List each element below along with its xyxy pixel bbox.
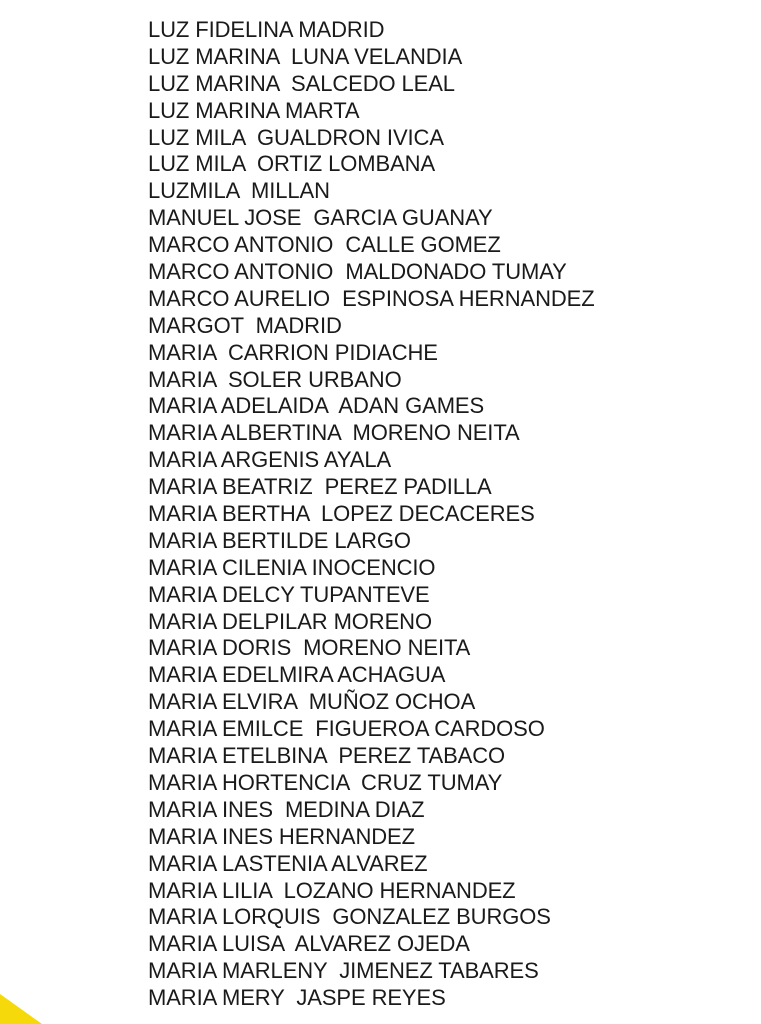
name-list-item: MARIA LORQUIS GONZALEZ BURGOS <box>148 904 551 930</box>
name-list-item: LUZ MILA GUALDRON IVICA <box>148 124 444 150</box>
name-list-item: MARIA EDELMIRA ACHAGUA <box>148 662 446 688</box>
name-list-item: MARIA ARGENIS AYALA <box>148 447 392 473</box>
name-list-item: MARIA MARLENY JIMENEZ TABARES <box>148 958 539 984</box>
name-list-item: MARIA CARRION PIDIACHE <box>148 339 438 365</box>
name-list-item: MARIA DORIS MORENO NEITA <box>148 635 471 661</box>
name-list-item: MARIA ALBERTINA MORENO NEITA <box>148 420 520 446</box>
name-list <box>148 17 595 1012</box>
name-list-item: MARIA INES HERNANDEZ <box>148 823 415 849</box>
name-list-item: MARGOT MADRID <box>148 312 342 338</box>
name-list-item: MARIA LILIA LOZANO HERNANDEZ <box>148 877 516 903</box>
name-list-item: MARIA DELCY TUPANTEVE <box>148 581 430 607</box>
name-list-item: MARIA SOLER URBANO <box>148 366 402 392</box>
corner-triangle-mark <box>0 990 42 1024</box>
name-list-item: LUZMILA MILLAN <box>148 178 330 204</box>
name-list-item: MARIA ELVIRA MUÑOZ OCHOA <box>148 689 476 715</box>
name-list-item: MARIA BERTILDE LARGO <box>148 527 411 553</box>
name-list-item: MARIA EMILCE FIGUEROA CARDOSO <box>148 716 545 742</box>
name-list-item: MARIA CILENIA INOCENCIO <box>148 554 436 580</box>
name-list-item: LUZ MARINA LUNA VELANDIA <box>148 43 463 69</box>
name-list-item: MARIA ETELBINA PEREZ TABACO <box>148 743 506 769</box>
name-list-item: MARIA LASTENIA ALVAREZ <box>148 850 428 876</box>
name-list-item: LUZ FIDELINA MADRID <box>148 17 385 42</box>
name-list-item: MANUEL JOSE GARCIA GUANAY <box>148 205 493 231</box>
name-list-item: LUZ MILA ORTIZ LOMBANA <box>148 151 436 177</box>
name-list-item: MARCO ANTONIO CALLE GOMEZ <box>148 232 501 258</box>
name-list-item: MARCO ANTONIO MALDONADO TUMAY <box>148 259 567 285</box>
name-list-item: MARIA HORTENCIA CRUZ TUMAY <box>148 769 503 795</box>
name-list-item: MARIA MERY JASPE REYES <box>148 985 446 1011</box>
name-list-item: MARIA LUISA ALVAREZ OJEDA <box>148 931 470 957</box>
name-list-item: MARIA INES MEDINA DIAZ <box>148 796 425 822</box>
name-list-item: LUZ MARINA MARTA <box>148 97 360 123</box>
name-list-item: LUZ MARINA SALCEDO LEAL <box>148 70 455 96</box>
name-list-item: MARIA BERTHA LOPEZ DECACERES <box>148 501 535 527</box>
name-list-item: MARIA ADELAIDA ADAN GAMES <box>148 393 485 419</box>
name-list-item: MARIA BEATRIZ PEREZ PADILLA <box>148 474 492 500</box>
name-list-item: MARCO AURELIO ESPINOSA HERNANDEZ <box>148 285 595 311</box>
name-list-item: MARIA DELPILAR MORENO <box>148 608 432 634</box>
